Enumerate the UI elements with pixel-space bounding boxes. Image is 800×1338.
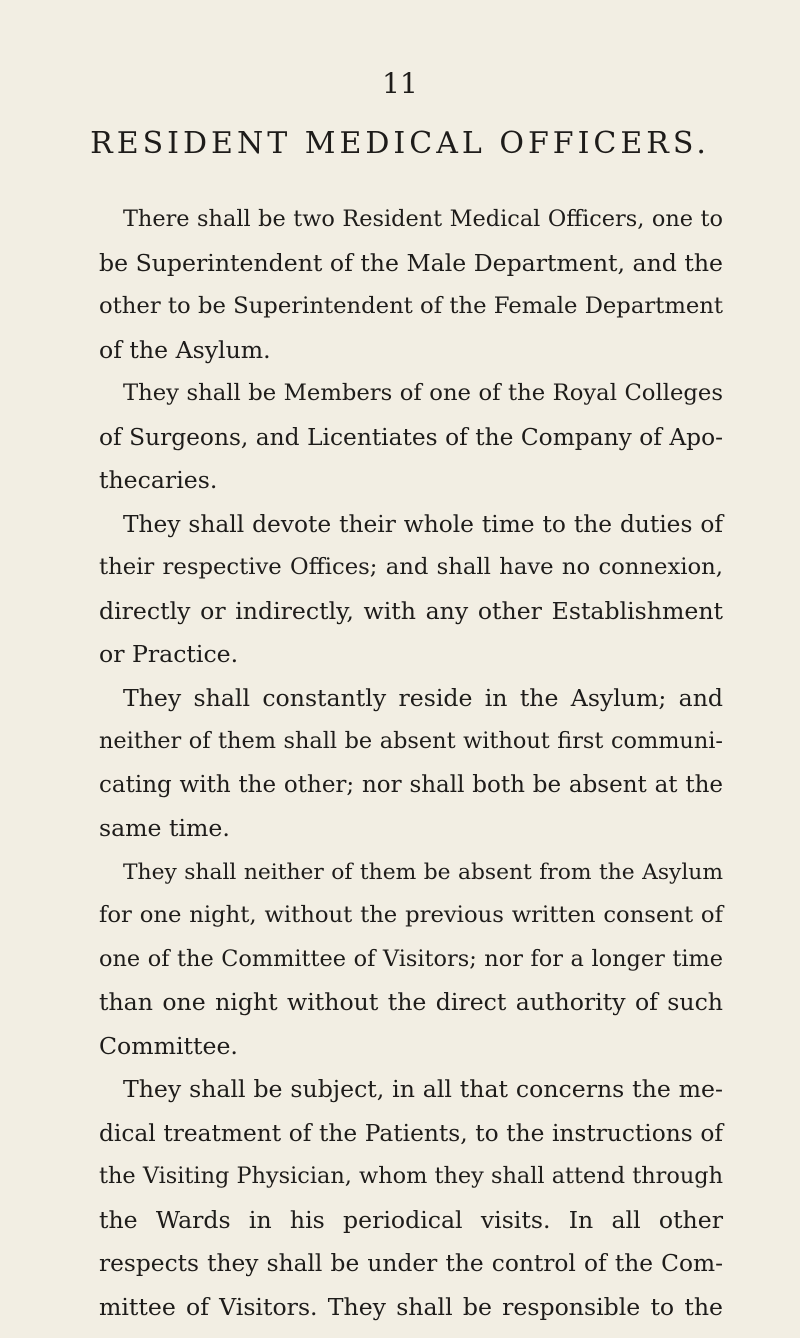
text-line: They shall neither of them be absent from the Asylum — [123, 859, 723, 885]
text-line: neither of them shall be absent without first communi- — [99, 728, 723, 754]
text-line: They shall devote their whole time to the duties of — [123, 510, 723, 538]
text-line: be Superintendent of the Male Department, and the — [99, 248, 724, 277]
text-line: thecaries. — [99, 466, 218, 494]
text-line: dical treatment of the Patients, to the instructions of — [99, 1119, 723, 1147]
text-line: directly or indirectly, with any other Establishment — [99, 596, 723, 625]
text-line: They shall be subject, in all that concerns the me- — [123, 1075, 723, 1103]
text-line: mittee of Visitors. They shall be responsible to the — [99, 1292, 723, 1321]
text-line: other to be Superintendent of the Female Department — [99, 293, 723, 319]
text-line: their respective Offices; and shall have no connexion, — [99, 554, 723, 580]
text-line: of the Asylum. — [99, 335, 271, 364]
text-line: of Surgeons, and Licentiates of the Company of Apo- — [99, 423, 723, 451]
text-line: same time. — [99, 814, 230, 842]
page-number: 11 — [382, 67, 418, 100]
text-line: They shall constantly reside in the Asylum; and — [123, 683, 723, 712]
text-line: respects they shall be under the control of the Com- — [99, 1250, 723, 1277]
text-line: than one night without the direct authority of such — [99, 988, 723, 1016]
body-text — [99, 198, 723, 1329]
text-line: or Practice. — [99, 640, 239, 668]
text-line: for one night, without the previous written consent of — [99, 902, 723, 928]
text-line: the Wards in his periodical visits. In all other — [99, 1205, 723, 1234]
text-line: Committee. — [99, 1031, 238, 1060]
text-line: They shall be Members of one of the Royal Colleges — [123, 380, 723, 406]
section-heading: RESIDENT MEDICAL OFFICERS. — [90, 126, 710, 161]
text-line: one of the Committee of Visitors; nor for a longer time — [99, 945, 723, 972]
text-line: cating with the other; nor shall both be absent at the — [99, 771, 723, 798]
text-line: There shall be two Resident Medical Officers, one to — [123, 206, 723, 232]
text-line: the Visiting Physician, whom they shall attend through — [99, 1163, 723, 1189]
